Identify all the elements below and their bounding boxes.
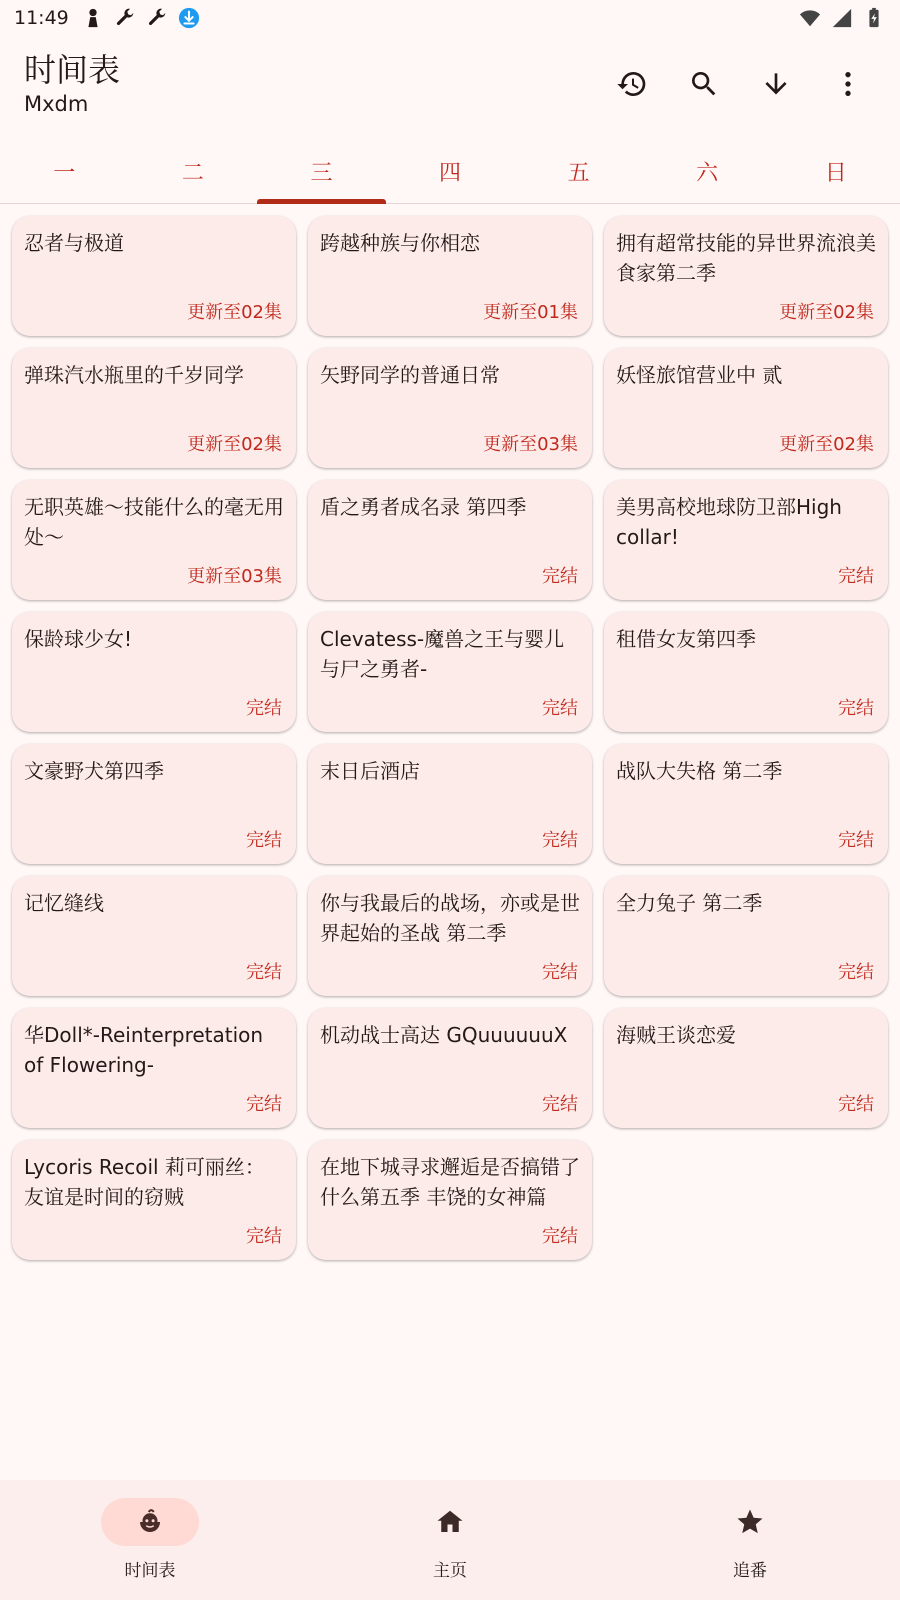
card-title: 无职英雄～技能什么的毫无用处～: [24, 495, 284, 549]
anime-card[interactable]: [12, 348, 296, 468]
anime-grid: [12, 216, 888, 1260]
card-status: 完结: [246, 1226, 282, 1247]
card-status: 完结: [542, 1226, 578, 1247]
anime-card[interactable]: [12, 1008, 296, 1128]
more-options-button[interactable]: [824, 60, 872, 108]
wrench-icon: [145, 6, 169, 30]
anime-card[interactable]: [308, 612, 592, 732]
anime-card[interactable]: [12, 612, 296, 732]
anime-card[interactable]: [12, 1140, 296, 1260]
figure-icon: [81, 6, 105, 30]
more-vert-icon: [832, 68, 864, 100]
anime-card[interactable]: [12, 480, 296, 600]
card-title: 在地下城寻求邂逅是否搞错了什么第五季 丰饶的女神篇: [320, 1155, 580, 1209]
card-title: 跨越种族与你相恋: [320, 231, 480, 255]
schedule-mascot-icon: [135, 1507, 165, 1537]
battery-icon: [862, 6, 886, 30]
anime-card[interactable]: [308, 744, 592, 864]
anime-card[interactable]: [308, 1140, 592, 1260]
anime-card[interactable]: [604, 612, 888, 732]
home-icon: [435, 1507, 465, 1537]
card-title: 记忆缝线: [24, 891, 104, 915]
card-status: 完结: [246, 698, 282, 719]
anime-card[interactable]: [12, 744, 296, 864]
nav-item-schedule[interactable]: [0, 1480, 300, 1600]
tab-monday[interactable]: 一: [53, 161, 76, 186]
nav-label: 时间表: [124, 1561, 176, 1581]
title-block: [24, 51, 120, 117]
card-title: 弹珠汽水瓶里的千岁同学: [24, 363, 244, 387]
card-status: 完结: [838, 962, 874, 983]
wifi-icon: [798, 6, 822, 30]
card-title: 机动战士高达 GQuuuuuuX: [320, 1023, 568, 1047]
weekday-tabs: [0, 140, 900, 204]
card-status: 更新至02集: [779, 434, 874, 455]
anime-card[interactable]: [308, 480, 592, 600]
status-time: 11:49: [14, 7, 69, 29]
download-icon: [760, 68, 792, 100]
tab-thursday[interactable]: 四: [439, 161, 462, 186]
nav-indicator: [401, 1498, 499, 1546]
bottom-navigation: [0, 1480, 900, 1600]
card-title: 忍者与极道: [24, 231, 124, 255]
card-status: 完结: [246, 962, 282, 983]
nav-item-home[interactable]: [300, 1480, 600, 1600]
wrench-icon: [113, 6, 137, 30]
card-status: 更新至03集: [483, 434, 578, 455]
nav-item-follow[interactable]: [600, 1480, 900, 1600]
anime-card[interactable]: [12, 876, 296, 996]
card-title: 华Doll*-Reinterpretation of Flowering-: [24, 1023, 264, 1077]
history-button[interactable]: [608, 60, 656, 108]
star-icon: [735, 1507, 765, 1537]
card-status: 更新至02集: [187, 434, 282, 455]
card-status: 完结: [542, 962, 578, 983]
nav-label: 追番: [733, 1561, 767, 1581]
tab-saturday[interactable]: 六: [696, 161, 719, 186]
anime-card[interactable]: [12, 216, 296, 336]
card-status: 完结: [246, 1094, 282, 1115]
card-status: 完结: [542, 830, 578, 851]
anime-card[interactable]: [308, 216, 592, 336]
card-title: 盾之勇者成名录 第四季: [320, 495, 527, 519]
card-status: 完结: [542, 698, 578, 719]
card-status: 更新至01集: [483, 302, 578, 323]
tab-friday[interactable]: 五: [567, 161, 590, 186]
card-status: 更新至03集: [187, 566, 282, 587]
card-title: Lycoris Recoil 莉可丽丝：友谊是时间的窃贼: [24, 1155, 265, 1209]
anime-card[interactable]: [604, 744, 888, 864]
history-icon: [616, 68, 648, 100]
nav-indicator: [101, 1498, 199, 1546]
card-status: 完结: [838, 698, 874, 719]
tab-tuesday[interactable]: 二: [181, 161, 204, 186]
card-status: 完结: [246, 830, 282, 851]
card-status: 完结: [542, 566, 578, 587]
anime-card[interactable]: [308, 876, 592, 996]
card-title: 美男高校地球防卫部High collar!: [616, 495, 842, 549]
search-icon: [688, 68, 720, 100]
card-status: 完结: [838, 1094, 874, 1115]
card-title: 保龄球少女!: [24, 627, 133, 651]
card-title: 矢野同学的普通日常: [320, 363, 500, 387]
card-title: 文豪野犬第四季: [24, 759, 164, 783]
card-title: 妖怪旅馆营业中 贰: [616, 363, 783, 387]
anime-card[interactable]: [604, 480, 888, 600]
download-button[interactable]: [752, 60, 800, 108]
download-badge-icon: [177, 6, 201, 30]
anime-card[interactable]: [604, 216, 888, 336]
nav-label: 主页: [433, 1561, 467, 1581]
top-app-bar: [0, 36, 900, 132]
anime-card[interactable]: [308, 1008, 592, 1128]
card-title: 租借女友第四季: [616, 627, 756, 651]
anime-card[interactable]: [604, 876, 888, 996]
anime-card[interactable]: [604, 348, 888, 468]
card-status: 完结: [542, 1094, 578, 1115]
status-bar: [0, 0, 900, 36]
card-title: 海贼王谈恋爱: [616, 1023, 736, 1047]
tab-sunday[interactable]: 日: [824, 161, 847, 186]
card-status: 完结: [838, 566, 874, 587]
search-button[interactable]: [680, 60, 728, 108]
card-status: 完结: [838, 830, 874, 851]
page-subtitle: Mxdm: [24, 92, 89, 116]
card-title: 全力兔子 第二季: [616, 891, 763, 915]
card-title: 战队大失格 第二季: [616, 759, 783, 783]
card-status: 更新至02集: [187, 302, 282, 323]
anime-card[interactable]: [308, 348, 592, 468]
page-title: 时间表: [24, 51, 121, 89]
card-title: Clevatess-魔兽之王与婴儿与尸之勇者-: [320, 627, 565, 681]
nav-indicator: [701, 1498, 799, 1546]
card-status: 更新至02集: [779, 302, 874, 323]
card-title: 你与我最后的战场，亦或是世界起始的圣战 第二季: [320, 891, 580, 945]
card-title: 拥有超常技能的异世界流浪美食家第二季: [616, 231, 876, 285]
card-title: 末日后酒店: [320, 759, 420, 783]
anime-card[interactable]: [604, 1008, 888, 1128]
tab-wednesday[interactable]: 三: [257, 140, 386, 203]
signal-icon: [830, 6, 854, 30]
